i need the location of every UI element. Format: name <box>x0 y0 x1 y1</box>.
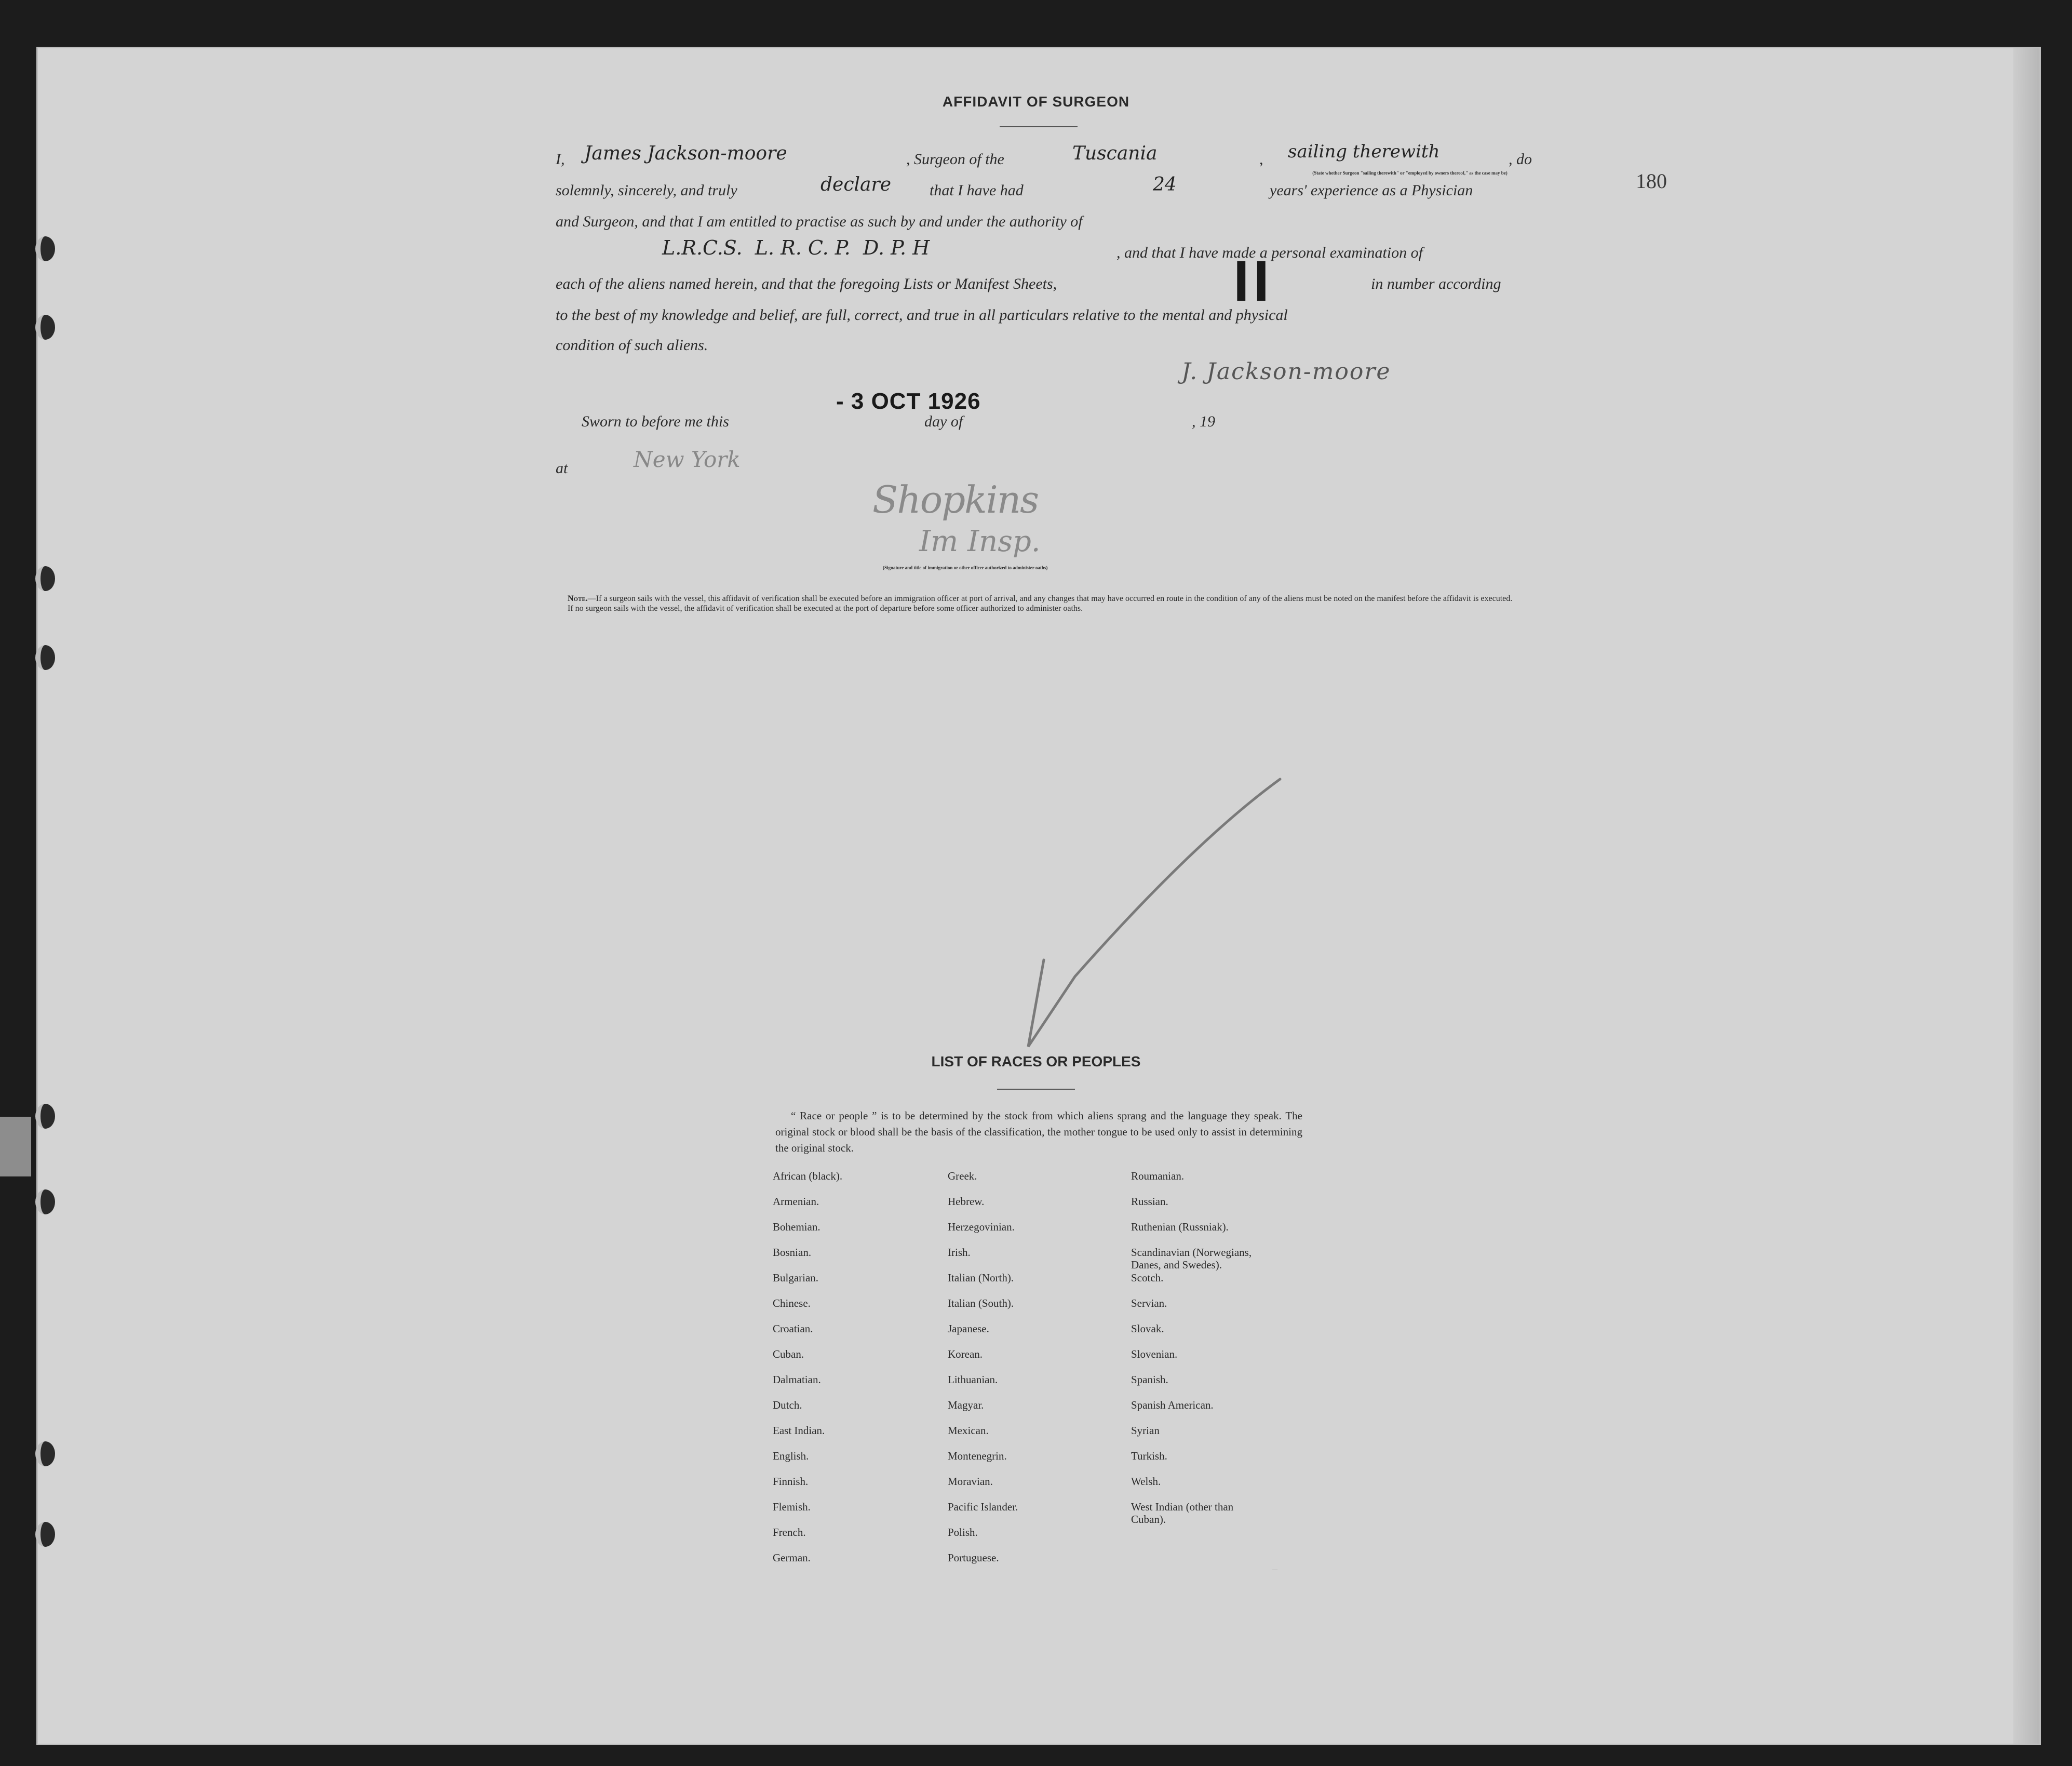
years-label: years' experience as a Physician <box>1270 182 1473 199</box>
race-entry: Croatian. <box>773 1322 813 1335</box>
surgeon-of-label: , Surgeon of the <box>906 151 1004 168</box>
race-entry: Magyar. <box>948 1399 984 1411</box>
race-entry: Pacific Islander. <box>948 1501 1018 1513</box>
officer-signature: Shopkins <box>872 478 1039 521</box>
races-column-1 <box>773 1170 842 1577</box>
race-entry: Slovenian. <box>1131 1348 1178 1360</box>
page-number: 180 <box>1636 169 1667 193</box>
race-entry: Moravian. <box>948 1475 993 1488</box>
race-entry: Chinese. <box>773 1297 811 1309</box>
year-label: , 19 <box>1192 413 1215 430</box>
race-entry: Scotch. <box>1131 1272 1164 1284</box>
affidavit-line-1: I, <box>556 151 565 168</box>
race-entry: Flemish. <box>773 1501 811 1513</box>
races-column-3 <box>1131 1170 1252 1526</box>
race-entry: Bohemian. <box>773 1221 820 1233</box>
date-stamp: - 3 OCT 1926 <box>836 389 981 414</box>
races-title-rule <box>997 1089 1075 1090</box>
ship-name: Tuscania <box>1072 143 1158 164</box>
race-entry: German. <box>773 1551 811 1564</box>
qualifications: L.R.C.S. L. R. C. P. D. P. H <box>662 236 930 259</box>
years-experience: 24 <box>1153 174 1177 195</box>
surgeon-signature: J. Jackson-moore <box>1181 358 1391 385</box>
form-code: — <box>1272 1567 1277 1573</box>
race-entry: African (black). <box>773 1170 843 1182</box>
race-entry: Irish. <box>948 1246 971 1259</box>
race-entry: Hebrew. <box>948 1195 985 1208</box>
race-entry: Roumanian. <box>1131 1170 1185 1182</box>
race-entry: East Indian. <box>773 1424 825 1437</box>
race-entry: Korean. <box>948 1348 983 1360</box>
day-of-label: day of <box>924 413 963 430</box>
race-entry: English. <box>773 1450 809 1462</box>
note-label: Note. <box>568 594 588 603</box>
race-entry: Japanese. <box>948 1322 989 1335</box>
sailing-status: sailing therewith <box>1288 141 1440 162</box>
in-number-label: in number according <box>1371 275 1501 292</box>
race-entry: Slovak. <box>1131 1322 1164 1335</box>
race-entry: Dalmatian. <box>773 1373 821 1386</box>
race-entry: Lithuanian. <box>948 1373 998 1386</box>
affidavit-line-3: and Surgeon, and that I am entitled to practise as such by and under the authority of <box>556 213 1083 230</box>
race-entry: Welsh. <box>1131 1475 1161 1488</box>
affidavit-line-2: solemnly, sincerely, and truly <box>556 182 737 199</box>
race-entry: Syrian <box>1131 1424 1160 1437</box>
race-entry: Turkish. <box>1131 1450 1167 1462</box>
declare-word: declare <box>820 174 892 195</box>
race-entry: Armenian. <box>773 1195 819 1208</box>
affidavit-line-4: , and that I have made a personal examination of <box>1116 244 1423 261</box>
race-entry: West Indian (other than Cuban). <box>1131 1501 1234 1526</box>
race-entry: Greek. <box>948 1170 977 1182</box>
race-entry: Bulgarian. <box>773 1272 819 1284</box>
officer-title: Im Insp. <box>919 525 1041 558</box>
race-entry: Bosnian. <box>773 1246 812 1259</box>
race-entry: Montenegrin. <box>948 1450 1007 1462</box>
do-label: , do <box>1509 151 1532 168</box>
race-entry: Cuban. <box>773 1348 804 1360</box>
race-entry: Spanish American. <box>1131 1399 1214 1411</box>
race-entry: Italian (South). <box>948 1297 1014 1309</box>
affidavit-line-6: to the best of my knowledge and belief, are full, correct, and true in all particulars relative to the mental and physical <box>556 306 1288 324</box>
race-entry: Spanish. <box>1131 1373 1168 1386</box>
race-entry: Herzegovinian. <box>948 1221 1015 1233</box>
race-entry: Mexican. <box>948 1424 989 1437</box>
affidavit-title: AFFIDAVIT OF SURGEON <box>942 93 1130 110</box>
comma: , <box>1259 151 1263 168</box>
race-entry: Polish. <box>948 1526 978 1538</box>
race-entry: Ruthenian (Russniak). <box>1131 1221 1229 1233</box>
affidavit-line-7: condition of such aliens. <box>556 337 708 354</box>
sheet-count: II <box>1233 249 1274 313</box>
state-whether-note: (State whether Surgeon "sailing therewith" or "employed by owners thereof," as the case may be) <box>1312 170 1508 176</box>
race-entry: Italian (North). <box>948 1272 1014 1284</box>
race-entry: French. <box>773 1526 806 1538</box>
race-entry: Portuguese. <box>948 1551 999 1564</box>
races-intro: “ Race or people ” is to be determined by the stock from which aliens sprang and the language they speak. The original stock or blood shall be the basis of the classification, the mother tongue to be used only to assist in determining the original stock. <box>775 1109 1302 1154</box>
races-title: LIST OF RACES OR PEOPLES <box>931 1053 1141 1069</box>
sworn-label: Sworn to before me this <box>582 413 729 430</box>
races-column-2 <box>948 1170 1018 1577</box>
race-entry: Dutch. <box>773 1399 802 1411</box>
surgeon-name: James Jackson-moore <box>584 143 787 164</box>
at-label: at <box>556 460 568 477</box>
race-entry: Finnish. <box>773 1475 809 1488</box>
note-text: —If a surgeon sails with the vessel, this affidavit of verification shall be executed before an immigration officer at port of arrival, and any changes that may have occurred en route in the condition of any of the aliens must be noted on the manifest before the affidavit is executed. <box>587 594 1513 603</box>
race-entry: Scandinavian (Norwegians, Danes, and Swedes). <box>1131 1246 1252 1271</box>
that-i-have-had: that I have had <box>930 182 1024 199</box>
race-entry: Servian. <box>1131 1297 1167 1309</box>
signature-caption: (Signature and title of immigration or other officer authorized to administer oaths) <box>883 565 1048 570</box>
place-sworn: New York <box>634 447 741 472</box>
race-entry: Russian. <box>1131 1195 1168 1208</box>
note-text-2: If no surgeon sails with the vessel, the affidavit of verification shall be executed at the port of departure before some officer authorized to administer oaths. <box>568 604 1083 613</box>
affidavit-line-5: each of the aliens named herein, and that the foregoing Lists or Manifest Sheets, <box>556 275 1057 292</box>
